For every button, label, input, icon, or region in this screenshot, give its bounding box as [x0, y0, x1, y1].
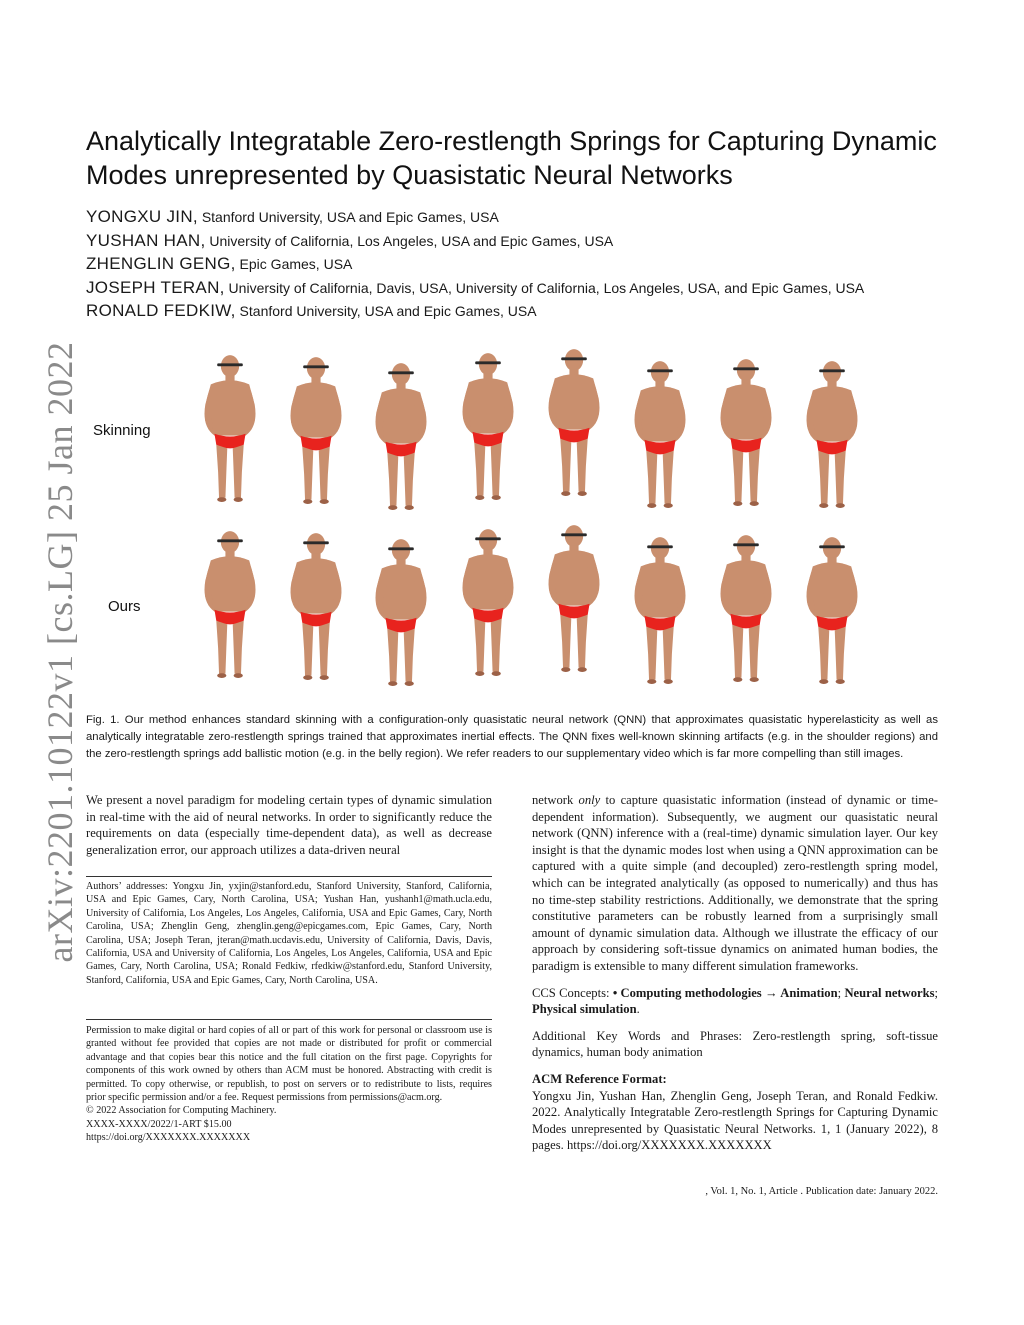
author-affiliation: University of California, Los Angeles, USA and Epic Games, USA [205, 233, 614, 249]
permission-text: Permission to make digital or hard copies of all or part of this work for personal or classroom use is granted without fee provided that copies are not made or distributed for profit or commercial advantage and that copies bear this notice and the full citation on the first page. Copyrights for components of this work owned by others than ACM must be honored. Abstracting with credit is permitted. To copy otherwise, or republish, to post on servers or to redistribute to lists, requires prior specific permission and/or a fee. Request permissions from permissions@acm.org. [86, 1025, 492, 1104]
ccs-label: CCS Concepts: [532, 985, 613, 1000]
human-body-render [721, 535, 772, 682]
human-body-render [376, 539, 427, 686]
human-body-render [807, 361, 858, 508]
figure-caption: Fig. 1. Our method enhances standard skinning with a configuration-only quasistatic neural network (QNN) that approximates quasistatic hyperelasticity as well as analytically integratable zero-restlength springs trained that approximates inertial effects. The QNN fixes well-known skinning artifacts (e.g. in the shoulder regions) and the zero-restlength springs add ballistic motion (e.g. in the belly region). We refer readers to our supplementary video which is far more compelling than still images. [86, 714, 938, 760]
authors-addresses-text: Authors’ addresses: Yongxu Jin, yxjin@stanford.edu, Stanford University, Stanford, California, USA and Epic Games, Cary, North Carolina, USA; Yushan Han, yushanh1@math.ucla.edu, University of California, Los Angeles, Los Angeles, California, USA and Epic Games, Cary, North Carolina, USA; Zhenglin Geng, zhenglin.geng@epicgames.com, Epic Games, Cary, North Carolina, USA; Joseph Teran, jteran@math.ucdavis.edu, University of California, Davis, Davis, California, USA and University of California, Los Angeles, Los Angeles, California, USA and Epic Games, Cary, North Carolina, USA; Ronald Fedkiw, rfedkiw@stanford.edu, Stanford University, Stanford, California, USA and Epic Games, Cary, North Carolina, USA. [86, 881, 492, 986]
human-body-render [205, 355, 256, 502]
human-body-render [291, 533, 342, 680]
row-label-skinning: Skinning [93, 422, 151, 439]
author-name: ZHENGLIN GENG, [86, 254, 236, 273]
human-body-render [376, 363, 427, 510]
author-line [86, 301, 537, 321]
human-body-render [549, 525, 600, 672]
abstract-left-column [86, 792, 492, 858]
author-line [86, 278, 864, 298]
permission-divider [86, 1019, 492, 1020]
abstract-continuation [532, 792, 938, 975]
ccs-concept: • Computing methodologies → Animation [612, 985, 838, 1000]
author-affiliation: Stanford University, USA and Epic Games, USA [235, 303, 537, 319]
keywords: Additional Key Words and Phrases: Zero-restlength spring, soft-tissue dynamics, human body animation [532, 1028, 938, 1060]
footnote-divider [86, 876, 492, 877]
author-line [86, 231, 613, 251]
human-body-render [635, 537, 686, 684]
permission-footnote [86, 1024, 492, 1145]
page-footer: , Vol. 1, No. 1, Article . Publication date: January 2022. [705, 1186, 938, 1197]
ccs-concepts [532, 985, 938, 1018]
ccs-separator: ; [837, 985, 845, 1000]
abstract-right-column [532, 792, 938, 1154]
human-body-render [635, 361, 686, 508]
human-body-render [807, 537, 858, 684]
author-name: JOSEPH TERAN, [86, 278, 225, 297]
human-body-render [291, 357, 342, 504]
copyright-line: © 2022 Association for Computing Machinery. [86, 1105, 277, 1117]
ours-row [205, 525, 858, 686]
abstract-paragraph: We present a novel paradigm for modeling certain types of dynamic simulation in real-time with the aid of neural networks. In order to significantly reduce the requirements on data (especially time-dependent data), as well as decrease generalization error, our approach utilizes a data-driven neural [86, 793, 492, 857]
ccs-concept: Neural networks [844, 985, 935, 1000]
author-name: YONGXU JIN, [86, 207, 198, 226]
reference-heading [532, 1071, 938, 1088]
skinning-row [205, 349, 858, 510]
abstract-emphasis: only [578, 793, 601, 807]
abstract-text: to capture quasistatic information (instead of dynamic or time-dependent information). Subsequently, we augment our quasistatic neural network (QNN) inference with a (real-time) dynamic simulation layer. Our key insight is that the dynamic modes lost when using a QNN approximation can be captured with a quite simple (and decoupled) zero-restlength spring model, which can be integrated analytically (as opposed to numerically) and thus has no time-step stability restrictions. Additionally, we demonstrate that the spring constitutive parameters can be robustly learned from a surprisingly small amount of dynamic simulation data. Although we illustrate the efficacy of our approach by considering soft-tissue dynamics on animated human bodies, the paradigm is extensible to many different simulation frameworks. [532, 793, 938, 973]
reference-heading-text: ACM Reference Format: [532, 1071, 667, 1086]
row-label-ours: Ours [108, 598, 141, 615]
paper-title: Analytically Integratable Zero-restlength Springs for Capturing Dynamic Modes unrepresented by Quasistatic Neural Networks [86, 126, 937, 190]
abstract-text: network [532, 793, 579, 807]
author-affiliation: Epic Games, USA [235, 256, 353, 272]
figure-image [86, 340, 938, 695]
human-body-render [463, 529, 514, 676]
author-name: YUSHAN HAN, [86, 231, 206, 250]
author-name: RONALD FEDKIW, [86, 301, 236, 320]
ccs-separator: . [636, 1002, 640, 1017]
human-body-render [463, 353, 514, 500]
author-line [86, 254, 352, 274]
ccs-separator: ; [934, 985, 939, 1000]
human-body-render [549, 349, 600, 496]
ccs-concept: Physical simulation [532, 1002, 637, 1017]
teaser-figure [86, 340, 938, 695]
author-affiliation: University of California, Davis, USA, University of California, Los Angeles, USA, and Epic Games, USA [224, 280, 865, 296]
doi-link[interactable]: https://doi.org/XXXXXXX.XXXXXXX [86, 1132, 251, 1144]
human-body-render [205, 531, 256, 678]
human-body-render [721, 359, 772, 506]
issn-line: XXXX-XXXX/2022/1-ART $15.00 [86, 1118, 232, 1130]
arxiv-identifier-text: arXiv:2201.10122v1 [cs.LG] 25 Jan 2022 [40, 341, 80, 963]
author-line [86, 207, 499, 227]
reference-text: Yongxu Jin, Yushan Han, Zhenglin Geng, Joseph Teran, and Ronald Fedkiw. 2022. Analytically Integratable Zero-restlength Springs for Capturing Dynamic Modes unrepresented by Quasistatic Neural Networks. 1, 1 (January 2022), 8 pages. https://doi.org/XXXXXXX.XXXXXXX [532, 1088, 938, 1153]
authors-addresses-footnote [86, 880, 492, 987]
author-affiliation: Stanford University, USA and Epic Games, USA [197, 209, 499, 225]
